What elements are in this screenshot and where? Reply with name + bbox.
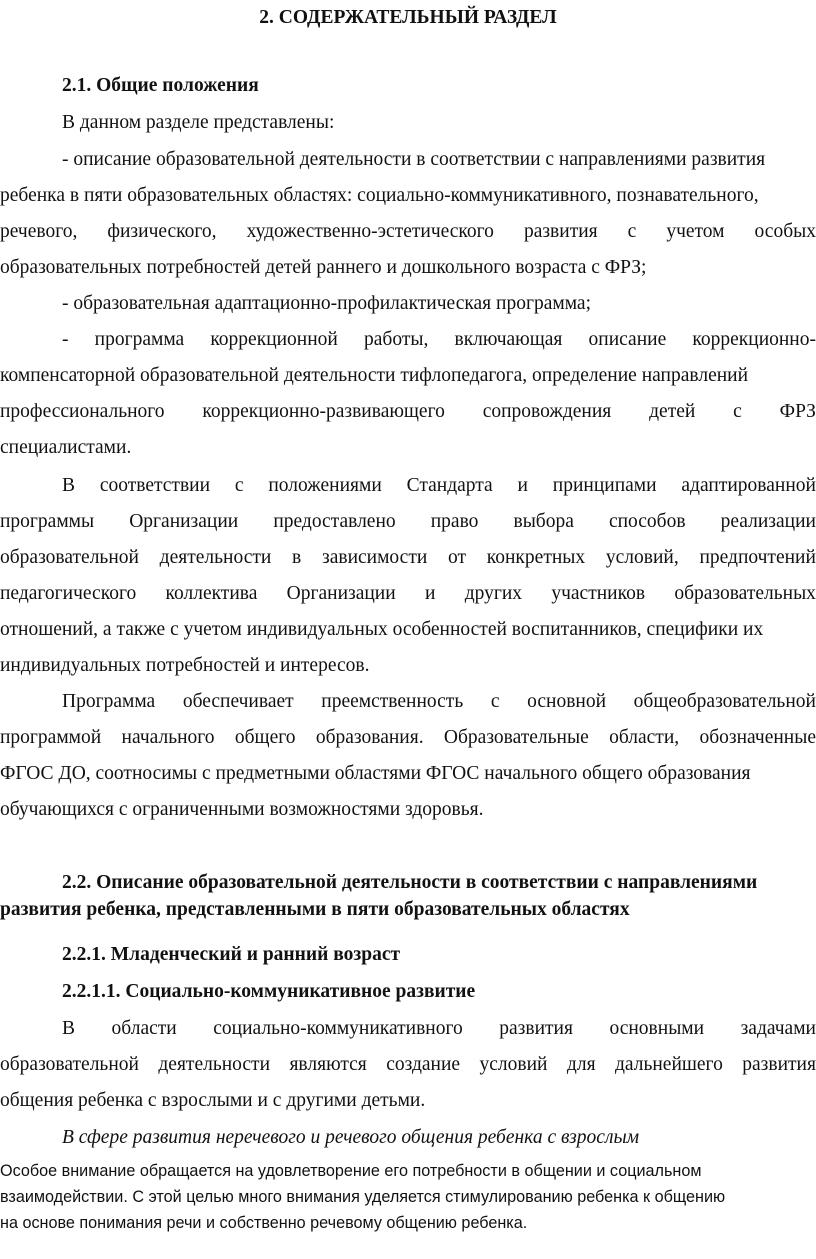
word: программой: [0, 727, 102, 748]
item1-line4: образовательных потребностей детей раннего и дошкольного возраста с ФРЗ;: [0, 257, 647, 278]
subsection-2-2-1-1: 2.2.1.1. Социально-коммуникативное развитие: [62, 981, 476, 1002]
word: соответствии: [99, 475, 211, 496]
word: ФРЗ: [779, 401, 816, 422]
para4-line2: [0, 1053, 816, 1077]
section-2-1-intro: В данном разделе представлены:: [62, 112, 335, 133]
para3-line3: ФГОС ДО, соотносимы с предметными областями ФГОС начального общего образования: [0, 763, 751, 784]
word: принципами: [552, 475, 657, 496]
word: развития: [499, 1018, 573, 1039]
item1-line3: [0, 220, 816, 244]
word: коррекционной: [210, 329, 338, 350]
word: образовательной: [0, 547, 139, 568]
word: образования.: [315, 727, 424, 748]
item1-line2: ребенка в пяти образовательных областях: социально-коммуникативного, познавательного,: [0, 185, 759, 206]
para3-line4: обучающихся с ограниченными возможностями здоровья.: [0, 799, 484, 820]
word: физического,: [107, 221, 217, 242]
word: преемственность: [321, 691, 464, 712]
word: и: [517, 475, 528, 496]
word: и: [424, 583, 436, 604]
word: Организации: [129, 511, 239, 532]
word: других: [464, 583, 523, 604]
word: -: [62, 329, 69, 350]
word: Программа: [62, 691, 156, 712]
word: программы: [0, 511, 95, 532]
word: речевого,: [0, 221, 78, 242]
word: Образовательные: [443, 727, 589, 748]
word: развития: [523, 221, 598, 242]
para3-line2: [0, 726, 816, 750]
subsection-2-2-1: 2.2.1. Младенческий и ранний возраст: [62, 944, 401, 965]
para2-line2: [0, 510, 816, 534]
item3-line3: [0, 400, 816, 424]
word: условий,: [605, 547, 679, 568]
word: условий: [479, 1054, 548, 1075]
word: являются: [289, 1054, 367, 1075]
section-2-2-title-line2: развития ребенка, представленными в пяти образовательных областях: [0, 899, 630, 920]
word: В: [62, 1018, 76, 1039]
word: для: [566, 1054, 596, 1075]
para4-line3: общения ребенка с взрослыми и с другими детьми.: [0, 1090, 426, 1111]
word: участников: [551, 583, 646, 604]
item3-line1: [0, 328, 816, 352]
word: зависимости: [322, 547, 428, 568]
word: Стандарта: [406, 475, 493, 496]
para2-line1: [0, 474, 816, 498]
note-line1: Особое внимание обращается на удовлетворение его потребности в общении и социальном: [0, 1162, 702, 1180]
word: с: [234, 475, 244, 496]
word: детей: [649, 401, 696, 422]
word: художественно-эстетического: [246, 221, 494, 242]
word: включающая: [454, 329, 563, 350]
word: Организации: [286, 583, 396, 604]
word: в: [292, 547, 302, 568]
para2-line5: отношений, а также с учетом индивидуальных особенностей воспитанников, специфики их: [0, 619, 764, 640]
word: реализации: [720, 511, 816, 532]
word: описание: [588, 329, 667, 350]
para3-line1: [0, 690, 816, 714]
word: обеспечивает: [182, 691, 294, 712]
word: педагогического: [0, 583, 137, 604]
word: право: [430, 511, 479, 532]
word: профессионального: [0, 401, 165, 422]
word: адаптированной: [681, 475, 816, 496]
italic-subheading: В сфере развития неречевого и речевого общения ребенка с взрослым: [62, 1127, 640, 1148]
para2-line6: индивидуальных потребностей и интересов.: [0, 655, 370, 676]
word: дальнейшего: [614, 1054, 723, 1075]
word: В: [62, 475, 76, 496]
word: предоставлено: [273, 511, 396, 532]
word: программа: [94, 329, 185, 350]
word: от: [448, 547, 467, 568]
word: социально-коммуникативного: [213, 1018, 463, 1039]
word: с: [627, 221, 637, 242]
word: развития: [742, 1054, 816, 1075]
word: с: [490, 691, 500, 712]
word: создание: [386, 1054, 461, 1075]
word: основной: [527, 691, 607, 712]
word: общего: [234, 727, 296, 748]
item2-line: - образовательная адаптационно-профилактическая программа;: [62, 293, 591, 314]
word: деятельности: [158, 1054, 271, 1075]
para2-line4: [0, 582, 816, 606]
item3-line2: компенсаторной образовательной деятельности тифлопедагога, определение направлений: [0, 365, 749, 386]
word: конкретных: [486, 547, 586, 568]
section-2-1-title: 2.1. Общие положения: [62, 75, 259, 96]
para4-line1: [0, 1017, 816, 1041]
item3-line4: специалистами.: [0, 437, 132, 458]
word: общеобразовательной: [633, 691, 816, 712]
word: основными: [609, 1018, 705, 1039]
word: коллектива: [165, 583, 258, 604]
word: работы,: [364, 329, 429, 350]
word: начального: [121, 727, 215, 748]
word: образовательных: [674, 583, 816, 604]
note-line3: на основе понимания речи и собственно речевому общению ребенка.: [0, 1214, 528, 1232]
word: предпочтений: [699, 547, 816, 568]
word: учетом: [666, 221, 725, 242]
word: коррекционно-: [692, 329, 816, 350]
word: коррекционно-развивающего: [202, 401, 445, 422]
word: области: [111, 1018, 177, 1039]
word: положениями: [268, 475, 382, 496]
word: с: [733, 401, 742, 422]
word: области,: [609, 727, 680, 748]
item1-line1: - описание образовательной деятельности в соответствии с направлениями развития: [62, 149, 766, 170]
word: деятельности: [159, 547, 272, 568]
section-2-2-title-line1: 2.2. Описание образовательной деятельности в соответствии с направлениями: [62, 872, 758, 893]
page-heading: 2. СОДЕРЖАТЕЛЬНЫЙ РАЗДЕЛ: [259, 7, 557, 28]
word: способов: [608, 511, 686, 532]
word: сопровождения: [482, 401, 612, 422]
word: образовательной: [0, 1054, 139, 1075]
word: обозначенные: [699, 727, 816, 748]
note-line2: взаимодействии. С этой целью много внимания уделяется стимулированию ребенка к общению: [0, 1188, 726, 1206]
para2-line3: [0, 546, 816, 570]
word: задачами: [740, 1018, 816, 1039]
word: выбора: [513, 511, 574, 532]
word: особых: [754, 221, 816, 242]
